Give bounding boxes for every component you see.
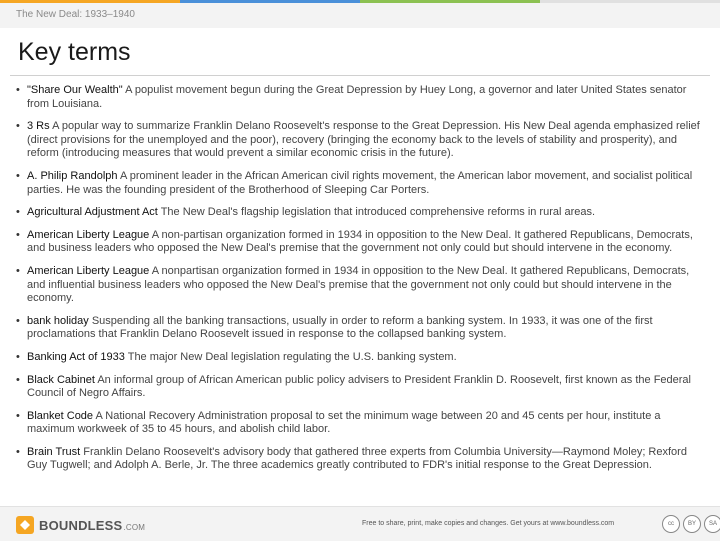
section-title: The New Deal: 1933–1940: [16, 9, 135, 20]
term-definition: A popular way to summarize Franklin Delano Roosevelt's response to the Great Depression. His New Deal agenda emphasized relief (direct provisions for the unemployed and the poor), recovery (bringing the economy back to the levels of stability and prosperity), and reform (introducing measures that would prevent a similar economic crisis in the future).: [27, 120, 700, 160]
term-name: Blanket Code: [27, 409, 94, 422]
slide-header: [0, 3, 720, 28]
term-name: bank holiday: [27, 314, 89, 327]
key-term-item: [16, 84, 706, 111]
key-term-item: [16, 315, 706, 342]
key-term-item: [16, 351, 706, 365]
key-term-item: [16, 206, 706, 220]
license-note: Free to share, print, make copies and changes. Get yours at www.boundless.com: [362, 520, 615, 527]
boundless-logo-icon: [16, 516, 34, 534]
term-name: Black Cabinet: [27, 373, 95, 386]
term-name: Brain Trust: [27, 445, 81, 458]
term-definition: A National Recovery Administration proposal to set the minimum wage between 20 and 45 cents per hour, institute a maximum workweek of 35 to 45 hours, and abolish child labor.: [27, 409, 661, 436]
key-terms-list: [16, 84, 706, 506]
key-term-item: [16, 120, 706, 161]
cc-icon: cc: [662, 515, 680, 533]
key-term-item: [16, 265, 706, 306]
key-term-item: [16, 446, 706, 473]
slide-footer: [0, 506, 720, 541]
title-divider: [10, 75, 710, 76]
boundless-logo[interactable]: [16, 516, 145, 534]
creative-commons-badge[interactable]: [662, 515, 720, 533]
term-definition: A prominent leader in the African American civil rights movement, the American labor movement, and socialist political parties. He was the founding president of the Brotherhood of Sleeping Car Porters.: [27, 169, 693, 196]
key-term-item: [16, 374, 706, 401]
share-alike-icon: SA: [704, 515, 720, 533]
term-name: A. Philip Randolph: [27, 169, 118, 182]
term-definition: A non-partisan organization formed in 1934 in opposition to the New Deal. It gathered Republicans, Democrats, and business leaders who opposed the New Deal's premise that the government not only could but should intervene in the economy.: [27, 228, 693, 255]
term-definition: A nonpartisan organization formed in 1934 in opposition to the New Deal. It gathered Republicans, Democrats, and influential business leaders who opposed the New Deal's premise that the government not only could but should intervene in the economy.: [27, 264, 690, 305]
attribution-icon: BY: [683, 515, 701, 533]
term-name: American Liberty League: [27, 264, 150, 277]
key-term-item: [16, 410, 706, 437]
key-term-item: [16, 229, 706, 256]
term-definition: An informal group of African American public policy advisers to President Franklin D. Roosevelt, first known as the Federal Council of Negro Affairs.: [27, 373, 691, 400]
key-term-item: [16, 170, 706, 197]
term-name: American Liberty League: [27, 228, 150, 241]
term-definition: Suspending all the banking transactions, usually in order to reform a banking system. In 1933, it was one of the first proclamations that Franklin Delano Roosevelt issued in response to the collapsed banking system.: [27, 314, 653, 341]
term-name: "Share Our Wealth": [27, 84, 123, 96]
term-definition: A populist movement begun during the Great Depression by Huey Long, a governor and later United States senator from Louisiana.: [27, 84, 687, 110]
term-definition: Franklin Delano Roosevelt's advisory body that gathered three experts from Columbia University—Raymond Moley; Rexford Guy Tugwell; and Adolph A. Berle, Jr. The three academics greatly contributed to FDR's initial response to the Great Depression.: [27, 445, 687, 472]
page-title: Key terms: [18, 38, 131, 66]
term-name: 3 Rs: [27, 120, 50, 133]
term-definition: The New Deal's flagship legislation that introduced comprehensive reforms in rural areas.: [160, 206, 596, 219]
logo-wordmark: BOUNDLESS.COM: [39, 517, 146, 533]
term-name: Agricultural Adjustment Act: [27, 206, 158, 219]
logo-suffix: .COM: [123, 522, 146, 532]
term-name: Banking Act of 1933: [27, 350, 125, 363]
term-definition: The major New Deal legislation regulating the U.S. banking system.: [127, 350, 457, 363]
